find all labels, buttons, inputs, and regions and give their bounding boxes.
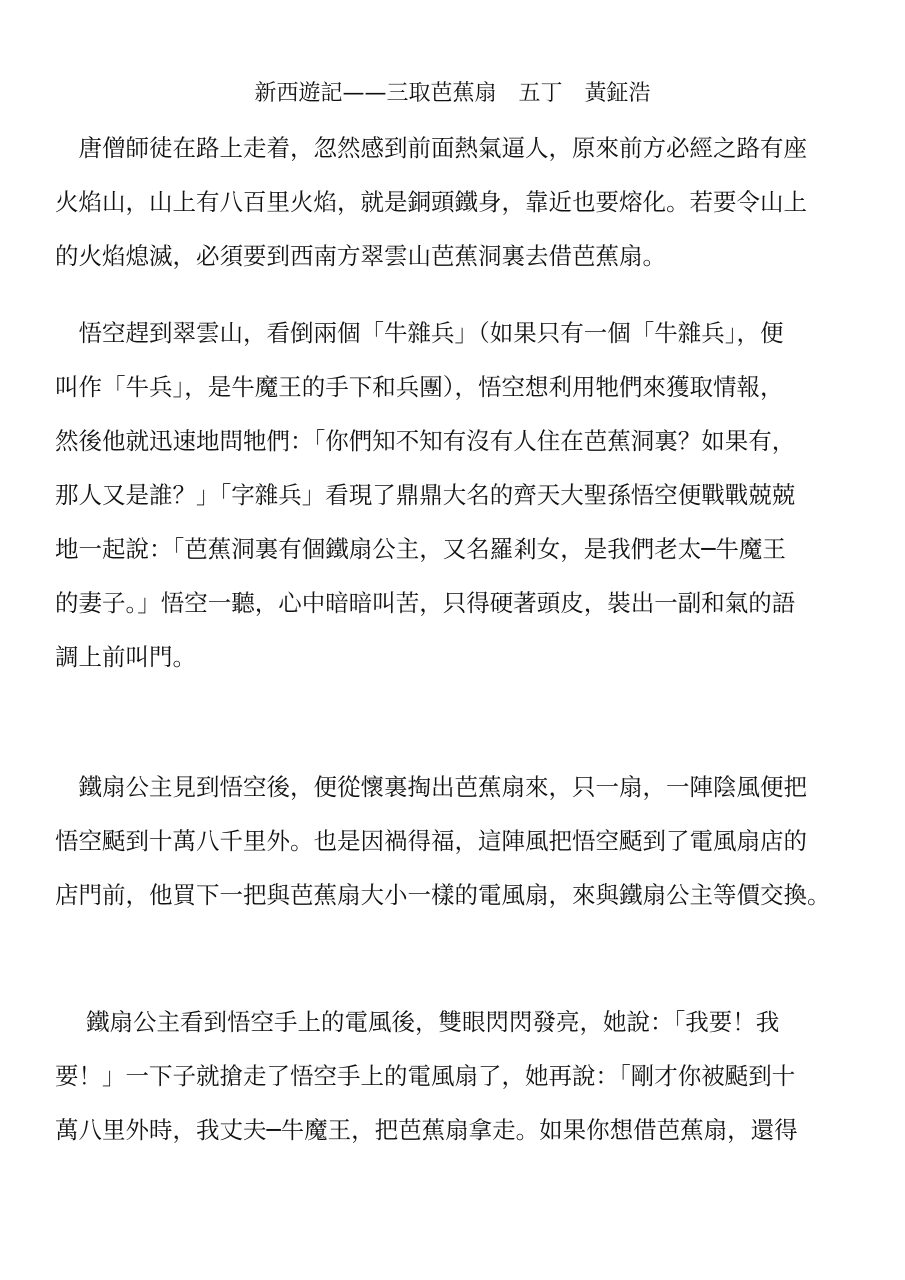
paragraph-3-line-2: 悟空颳到十萬八千里外。也是因禍得福，這陣風把悟空颳到了電風扇店的 [55,827,807,855]
paragraph-2-line-6: 的妻子。」悟空一聽，心中暗暗叫苦，只得硬著頭皮，裝出一副和氣的語 [55,589,796,617]
paragraph-3-line-1: 鐵扇公主見到悟空後，便從懷裏掏出芭蕉扇來，只一扇，一陣陰風便把 [55,773,807,801]
paragraph-2-line-3: 然後他就迅速地問牠們：「你們知不知有沒有人住在芭蕉洞裏？如果有， [55,427,796,455]
paragraph-2-line-4: 那人又是誰？」「字雜兵」看現了鼎鼎大名的齊天大聖孫悟空便戰戰兢兢 [55,481,796,509]
paragraph-2-line-5: 地一起說：「芭蕉洞裏有個鐵扇公主，又名羅剎女，是我們老太─牛魔王 [55,535,786,563]
paragraph-2-line-7: 調上前叫門。 [55,643,196,671]
paragraph-2-line-1: 悟空趕到翠雲山，看倒兩個「牛雜兵」（如果只有一個「牛雜兵」，便 [55,319,784,347]
document-title: 新西遊記——三取芭蕉扇 五丁 黃鉦浩 [254,81,651,106]
paragraph-4-line-3: 萬八里外時，我丈夫─牛魔王，把芭蕉扇拿走。如果你想借芭蕉扇，還得 [55,1116,798,1144]
paragraph-2-line-2: 叫作「牛兵」，是牛魔王的手下和兵團），悟空想利用牠們來獲取情報， [55,373,784,401]
paragraph-1-line-2: 火焰山，山上有八百里火焰，就是銅頭鐵身，靠近也要熔化。若要令山上 [55,188,807,216]
paragraph-4-line-2: 要！」一下子就搶走了悟空手上的電風扇了，她再說：「剛才你被颳到十 [55,1062,796,1090]
paragraph-3-line-3: 店門前，他買下一把與芭蕉扇大小一樣的電風扇，來與鐵扇公主等價交換。 [55,881,831,909]
paragraph-1-line-3: 的火焰熄滅，必須要到西南方翠雲山芭蕉洞裏去借芭蕉扇。 [55,242,666,270]
paragraph-4-line-1: 鐵扇公主看到悟空手上的電風後，雙眼閃閃發亮，她說：「我要！我 [55,1008,780,1036]
paragraph-1-line-1: 唐僧師徒在路上走着，忽然感到前面熱氣逼人，原來前方必經之路有座 [55,134,807,162]
